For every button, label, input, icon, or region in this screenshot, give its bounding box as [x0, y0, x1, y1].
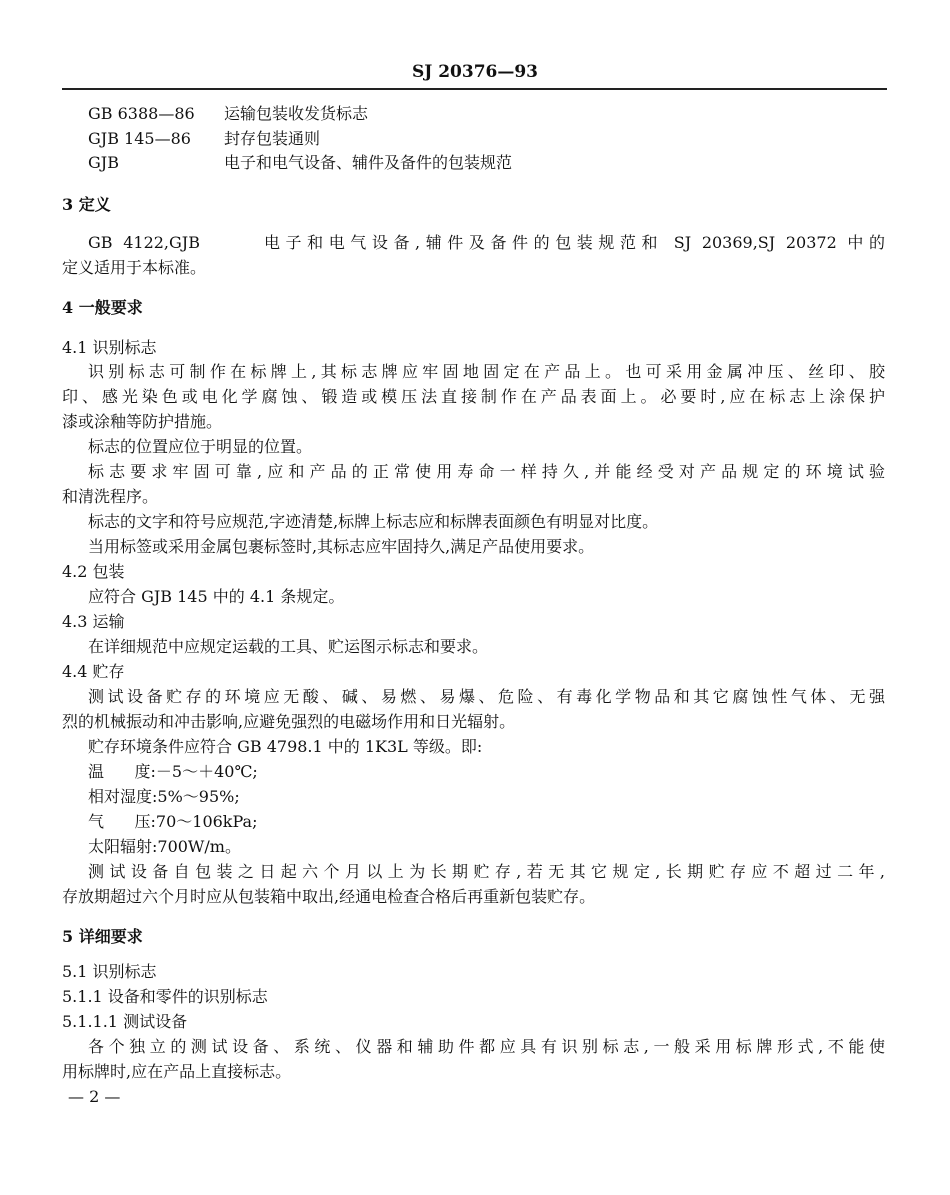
reference-row — [88, 129, 320, 149]
paragraph-line: 印、感光染色或电化学腐蚀、锻造或模压法直接制作在产品表面上。必要时,应在标志上涂保护 — [62, 387, 885, 406]
reference-code: GB 6388—86 — [88, 104, 195, 123]
paragraph-line: 标志要求牢固可靠,应和产品的正常使用寿命一样持久,并能经受对产品规定的环境试验 — [88, 462, 885, 481]
subsection-heading: 5.1.1 设备和零件的识别标志 — [62, 987, 268, 1006]
section-heading: 3 定义 — [62, 195, 111, 214]
reference-row — [88, 104, 368, 124]
paragraph-line: 在详细规范中应规定运载的工具、贮运图示标志和要求。 — [88, 637, 489, 656]
subsection-heading: 5.1 识别标志 — [62, 962, 157, 981]
reference-title: 封存包装通则 — [224, 129, 321, 148]
paragraph-line: 用标牌时,应在产品上直接标志。 — [62, 1062, 292, 1081]
condition-line: 相对湿度:5%～95%; — [88, 787, 240, 806]
section-heading: 4 一般要求 — [62, 298, 143, 317]
paragraph-line: 标志的位置应位于明显的位置。 — [88, 437, 313, 456]
reference-code: GJB — [88, 153, 119, 172]
page-number: — 2 — — [68, 1087, 121, 1106]
section-heading: 5 详细要求 — [62, 927, 143, 946]
condition-line: 气 压:70～106kPa; — [88, 812, 258, 831]
paragraph-line: 漆或涂釉等防护措施。 — [62, 412, 223, 431]
condition-line: 温 度:－5～＋40℃; — [88, 762, 258, 781]
subsection-heading: 4.3 运输 — [62, 612, 125, 631]
paragraph-line: 各个独立的测试设备、系统、仪器和辅助件都应具有识别标志,一般采用标牌形式,不能使 — [88, 1037, 885, 1056]
subsection-heading: 4.2 包装 — [62, 562, 125, 581]
paragraph-line: 贮存环境条件应符合 GB 4798.1 中的 1K3L 等级。即: — [88, 737, 483, 756]
document-header: SJ 20376—93 — [411, 62, 539, 82]
paragraph-line: 测试设备贮存的环境应无酸、碱、易燃、易爆、危险、有毒化学物品和其它腐蚀性气体、无强 — [88, 687, 885, 706]
paragraph-line: 应符合 GJB 145 中的 4.1 条规定。 — [88, 587, 345, 606]
subsection-heading: 5.1.1.1 测试设备 — [62, 1012, 188, 1031]
reference-title: 电子和电气设备、辅件及备件的包装规范 — [224, 153, 513, 172]
paragraph-line: 识别标志可制作在标牌上,其标志牌应牢固地固定在产品上。也可采用金属冲压、丝印、胶 — [88, 362, 885, 381]
header-rule — [62, 88, 887, 90]
paragraph-line: 和清洗程序。 — [62, 487, 159, 506]
subsection-heading: 4.4 贮存 — [62, 662, 125, 681]
paragraph-line: 烈的机械振动和冲击影响,应避免强烈的电磁场作用和日光辐射。 — [62, 712, 516, 731]
paragraph-line: 标志的文字和符号应规范,字迹清楚,标牌上标志应和标牌表面颜色有明显对比度。 — [88, 512, 659, 531]
subsection-heading: 4.1 识别标志 — [62, 338, 157, 357]
paragraph-line: GB 4122,GJB 电子和电气设备,辅件及备件的包装规范和 SJ 20369,SJ 20372 中的 — [88, 233, 885, 252]
paragraph-line: 当用标签或采用金属包裹标签时,其标志应牢固持久,满足产品使用要求。 — [88, 537, 595, 556]
paragraph-line: 测试设备自包装之日起六个月以上为长期贮存,若无其它规定,长期贮存应不超过二年, — [88, 862, 885, 881]
paragraph-line: 定义适用于本标准。 — [62, 258, 207, 277]
paragraph-line: 存放期超过六个月时应从包装箱中取出,经通电检查合格后再重新包装贮存。 — [62, 887, 596, 906]
reference-title: 运输包装收发货标志 — [224, 104, 369, 123]
reference-code: GJB 145—86 — [88, 129, 191, 148]
reference-row — [88, 153, 512, 173]
condition-line: 太阳辐射:700W/m。 — [88, 837, 241, 856]
